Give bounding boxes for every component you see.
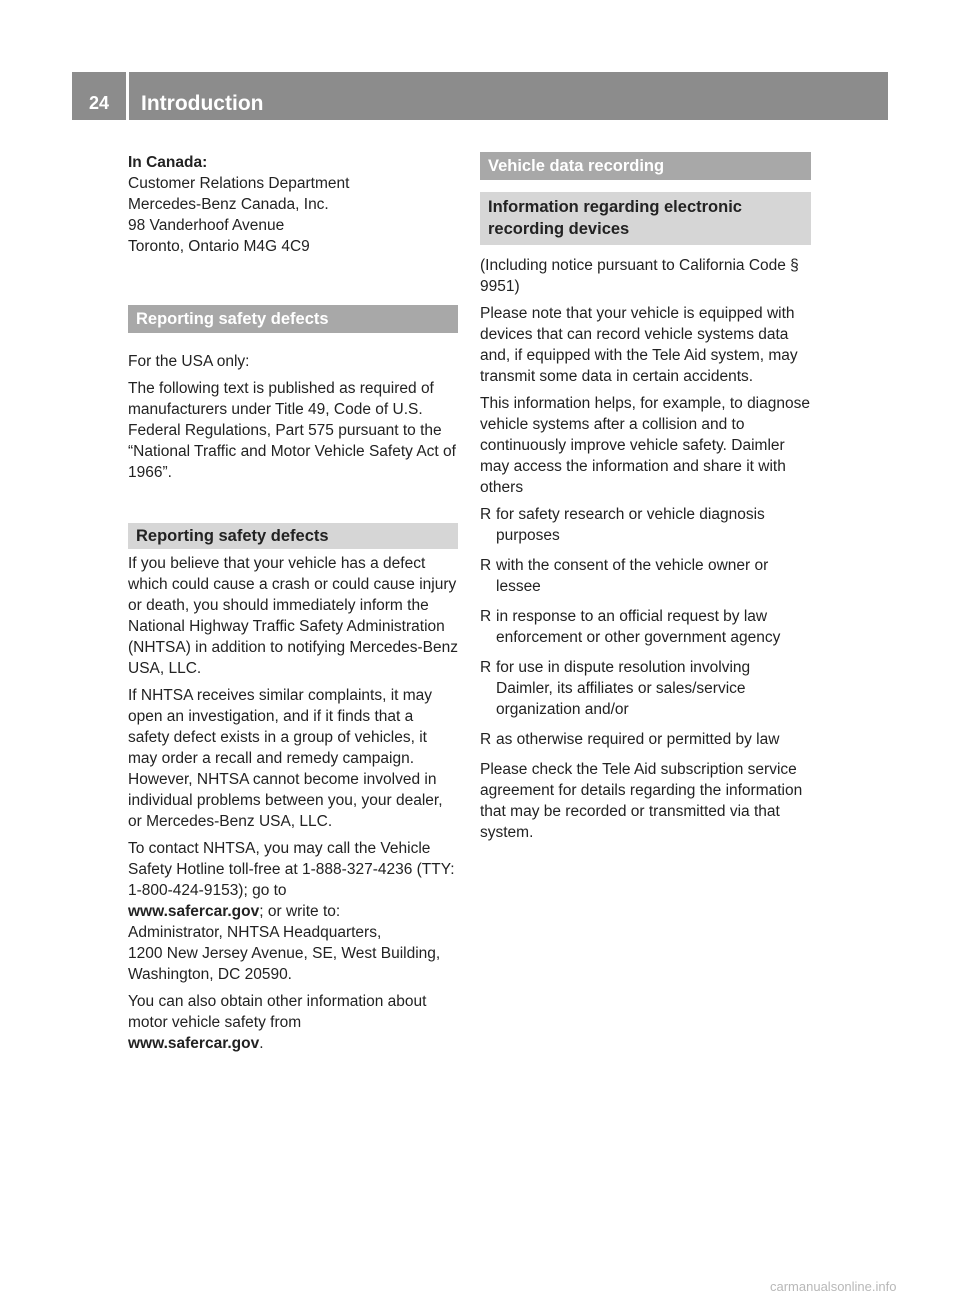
equipped-paragraph: Please note that your vehicle is equipped with devices that can record vehicle systems data and, if equipped with the Tele Aid system, may transmit some data in certain accidents. [480, 305, 798, 385]
obtain-end: . [259, 1035, 264, 1052]
list-item-text: in response to an official request by law enforcement or other government agency [496, 608, 781, 646]
sharing-purposes-list [480, 504, 811, 750]
safercar-link[interactable]: www.safercar.gov [128, 903, 260, 920]
list-item-text: as otherwise required or permitted by law [496, 731, 780, 748]
list-item [480, 657, 811, 720]
left-column [128, 152, 458, 1060]
defect-paragraph: If you believe that your vehicle has a defect which could cause a crash or could cause injury or death, you should immediately inform the National Highway Traffic Safety Administration (NHTSA) in addition to notifying Mercedes-Benz USA, LLC. [128, 555, 458, 677]
page-number: 24 [88, 93, 110, 113]
usa-only-label: For the USA only: [128, 353, 250, 370]
check-subscription-paragraph: Please check the Tele Aid subscription service agreement for details regarding the information that may be recorded or transmitted via that system. [480, 761, 803, 841]
bullet-mark: R [480, 557, 492, 574]
contact-address-line: Washington, DC 20590. [128, 966, 292, 983]
subsection-heading-recording-devices: Information regarding electronic recording devices [480, 192, 811, 245]
watermark: carmanualsonline.info [770, 1279, 897, 1294]
safercar-link[interactable]: www.safercar.gov [128, 1035, 260, 1052]
canada-address-block [128, 152, 458, 257]
address-line: Toronto, Ontario M4G 4C9 [128, 238, 310, 255]
list-item [480, 606, 811, 648]
contact-paragraph [128, 838, 458, 985]
california-code-paragraph: (Including notice pursuant to California Code § 9951) [480, 257, 799, 295]
bullet-mark: R [480, 731, 492, 748]
list-item [480, 555, 811, 597]
section-heading-vehicle-data: Vehicle data recording [480, 152, 811, 180]
bullet-mark: R [480, 659, 492, 676]
nhtsa-paragraph: If NHTSA receives similar complaints, it may open an investigation, and if it finds that a safety defect exists in a group of vehicles, it may order a recall and remedy campaign. However, NHTSA cannot become involved in individual problems between you, your dealer, or Mercedes-Benz USA, LLC. [128, 687, 443, 830]
obtain-text: You can also obtain other information about motor vehicle safety from [128, 993, 427, 1031]
right-column [480, 152, 811, 849]
section-heading-reporting: Reporting safety defects [128, 305, 458, 333]
address-line: 98 Vanderhoof Avenue [128, 217, 285, 234]
list-item-text: with the consent of the vehicle owner or lessee [496, 557, 769, 595]
canada-label: In Canada: [128, 154, 208, 171]
contact-address-line: 1200 New Jersey Avenue, SE, West Building, [128, 945, 441, 962]
address-line: Mercedes-Benz Canada, Inc. [128, 196, 329, 213]
contact-address-line: Administrator, NHTSA Headquarters, [128, 924, 382, 941]
subsection-heading-reporting: Reporting safety defects [128, 523, 458, 549]
address-line: Customer Relations Department [128, 175, 350, 192]
list-item [480, 504, 811, 546]
obtain-paragraph [128, 991, 458, 1054]
list-item [480, 729, 811, 750]
list-item-text: for safety research or vehicle diagnosis purposes [496, 506, 765, 544]
bullet-mark: R [480, 608, 492, 625]
bullet-mark: R [480, 506, 492, 523]
published-paragraph: The following text is published as required of manufacturers under Title 49, Code of U.S. Federal Regulations, Part 575 pursuant to the “National Traffic and Motor Vehicle Safety Act of 1966”. [128, 380, 456, 481]
contact-after-link: ; or write to: [259, 903, 341, 920]
header-divider [126, 72, 129, 120]
contact-intro-text: To contact NHTSA, you may call the Vehicle Safety Hotline toll-free at 1-888-327-4236 (TTY: 1-800-424-9153); go to [128, 840, 455, 899]
list-item-text: for use in dispute resolution involving Daimler, its affiliates or sales/service organization and/or [496, 659, 751, 718]
helps-paragraph: This information helps, for example, to diagnose vehicle systems after a collision and to continuously improve vehicle safety. Daimler may access the information and share it with others [480, 395, 810, 496]
chapter-title: Introduction [141, 92, 264, 115]
